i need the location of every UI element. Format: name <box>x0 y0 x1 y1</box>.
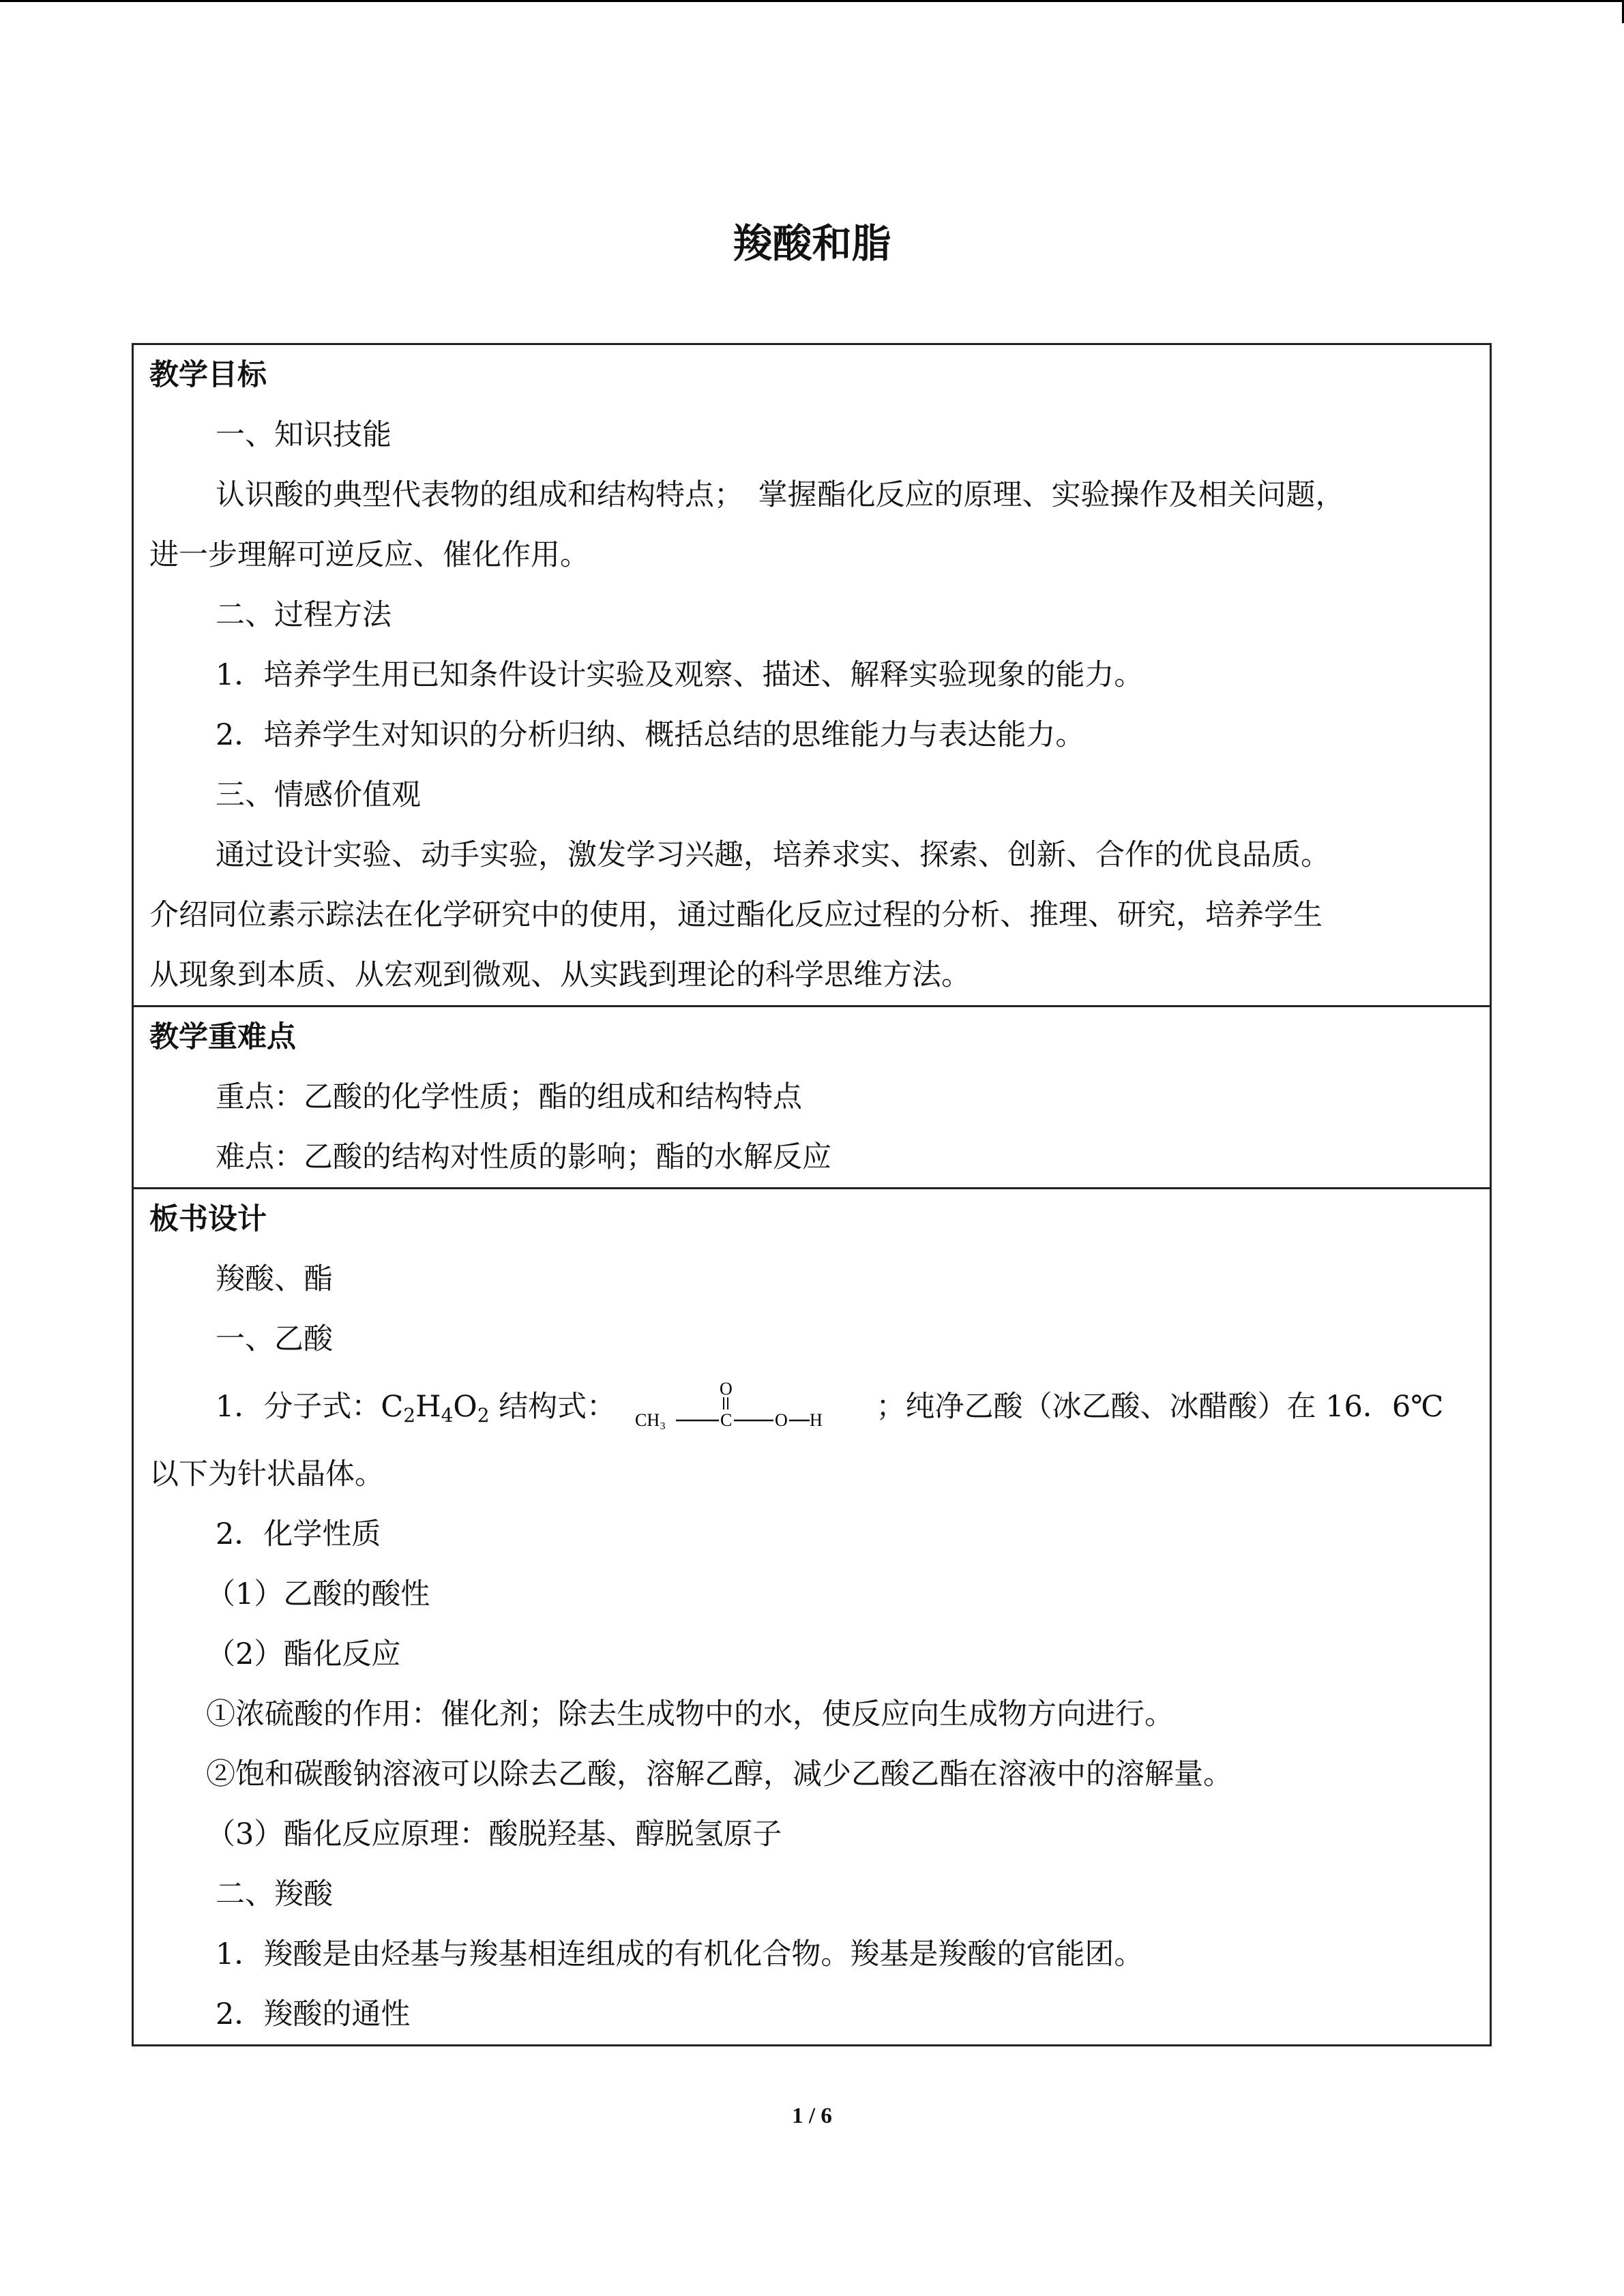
text-line: 重点：乙酸的化学性质；酯的组成和结构特点 <box>216 1080 802 1114</box>
formula-suffix: ；纯净乙酸（冰乙酸、冰醋酸）在 16．6℃ <box>876 1390 1444 1424</box>
key-points-section <box>134 1005 1490 1187</box>
text-line: 从现象到本质、从宏观到微观、从实践到理论的科学思维方法。 <box>149 958 971 992</box>
hydroxyl-oxygen: O <box>774 1410 788 1430</box>
section-heading: 板书设计 <box>149 1202 267 1236</box>
text-line: 三、情感价值观 <box>216 778 421 812</box>
section-heading: 教学重难点 <box>149 1020 296 1054</box>
text-line: 二、过程方法 <box>216 598 392 632</box>
formula-h-sub: 4 <box>441 1404 454 1427</box>
text-line: 难点：乙酸的结构对性质的影响；酯的水解反应 <box>216 1140 831 1174</box>
formula-prefix: 1．分子式： <box>216 1390 381 1424</box>
text-line: ①浓硫酸的作用：催化剂；除去生成物中的水，使反应向生成物方向进行。 <box>206 1697 1174 1731</box>
text-line: 以下为针状晶体。 <box>149 1457 384 1491</box>
text-line: 一、知识技能 <box>216 418 392 452</box>
struct-label: 结构式： <box>499 1390 617 1424</box>
formula-o: O <box>453 1390 477 1424</box>
text-line: （2）酯化反应 <box>206 1637 401 1671</box>
board-design-section <box>134 1187 1490 2044</box>
lesson-plan-table <box>132 343 1492 2046</box>
formula-h: H <box>415 1390 441 1424</box>
section-heading: 教学目标 <box>149 358 267 392</box>
text-line: 进一步理解可逆反应、催化作用。 <box>149 538 589 572</box>
ch3-group: CH₃ <box>634 1410 666 1430</box>
text-line: 二、羧酸 <box>216 1877 333 1911</box>
text-line: 1．培养学生用已知条件设计实验及观察、描述、解释实验现象的能力。 <box>216 658 1144 692</box>
document-title: 羧酸和脂 <box>733 220 891 267</box>
text-line: 1．羧酸是由烃基与羧基相连组成的有机化合物。羧基是羧酸的官能团。 <box>216 1937 1144 1971</box>
text-line: 介绍同位素示踪法在化学研究中的使用，通过酯化反应过程的分析、推理、研究，培养学生 <box>149 898 1323 932</box>
text-line: ②饱和碳酸钠溶液可以除去乙酸，溶解乙醇，减少乙酸乙酯在溶液中的溶解量。 <box>206 1757 1232 1791</box>
text-line: 2．培养学生对知识的分析归纳、概括总结的思维能力与表达能力。 <box>216 718 1085 752</box>
page-number: 1 / 6 <box>792 2104 832 2128</box>
text-line: 认识酸的典型代表物的组成和结构特点； 掌握酯化反应的原理、实验操作及相关问题， <box>216 478 1345 512</box>
hydrogen-atom: H <box>809 1410 823 1430</box>
text-line: （1）乙酸的酸性 <box>206 1577 430 1611</box>
carbon-atom: C <box>720 1410 733 1430</box>
teaching-goals-section <box>134 345 1490 1005</box>
text-line: 2．化学性质 <box>216 1517 381 1551</box>
formula-c: C <box>381 1390 404 1424</box>
text-line: （3）酯化反应原理：酸脱羟基、醇脱氢原子 <box>206 1817 782 1851</box>
carbonyl-oxygen: O <box>719 1379 733 1399</box>
text-line: 通过设计实验、动手实验，激发学习兴趣，培养求实、探索、创新、合作的优良品质。 <box>216 838 1330 872</box>
text-line: 羧酸、酯 <box>216 1262 333 1296</box>
formula-c-sub: 2 <box>403 1404 416 1427</box>
acetic-acid-structure-diagram <box>634 1378 859 1440</box>
formula-line <box>134 1369 1490 1444</box>
text-line: 一、乙酸 <box>216 1322 333 1356</box>
text-line: 2．羧酸的通性 <box>216 1997 411 2031</box>
formula-o-sub: 2 <box>477 1404 490 1427</box>
top-border-line <box>0 0 1624 2</box>
